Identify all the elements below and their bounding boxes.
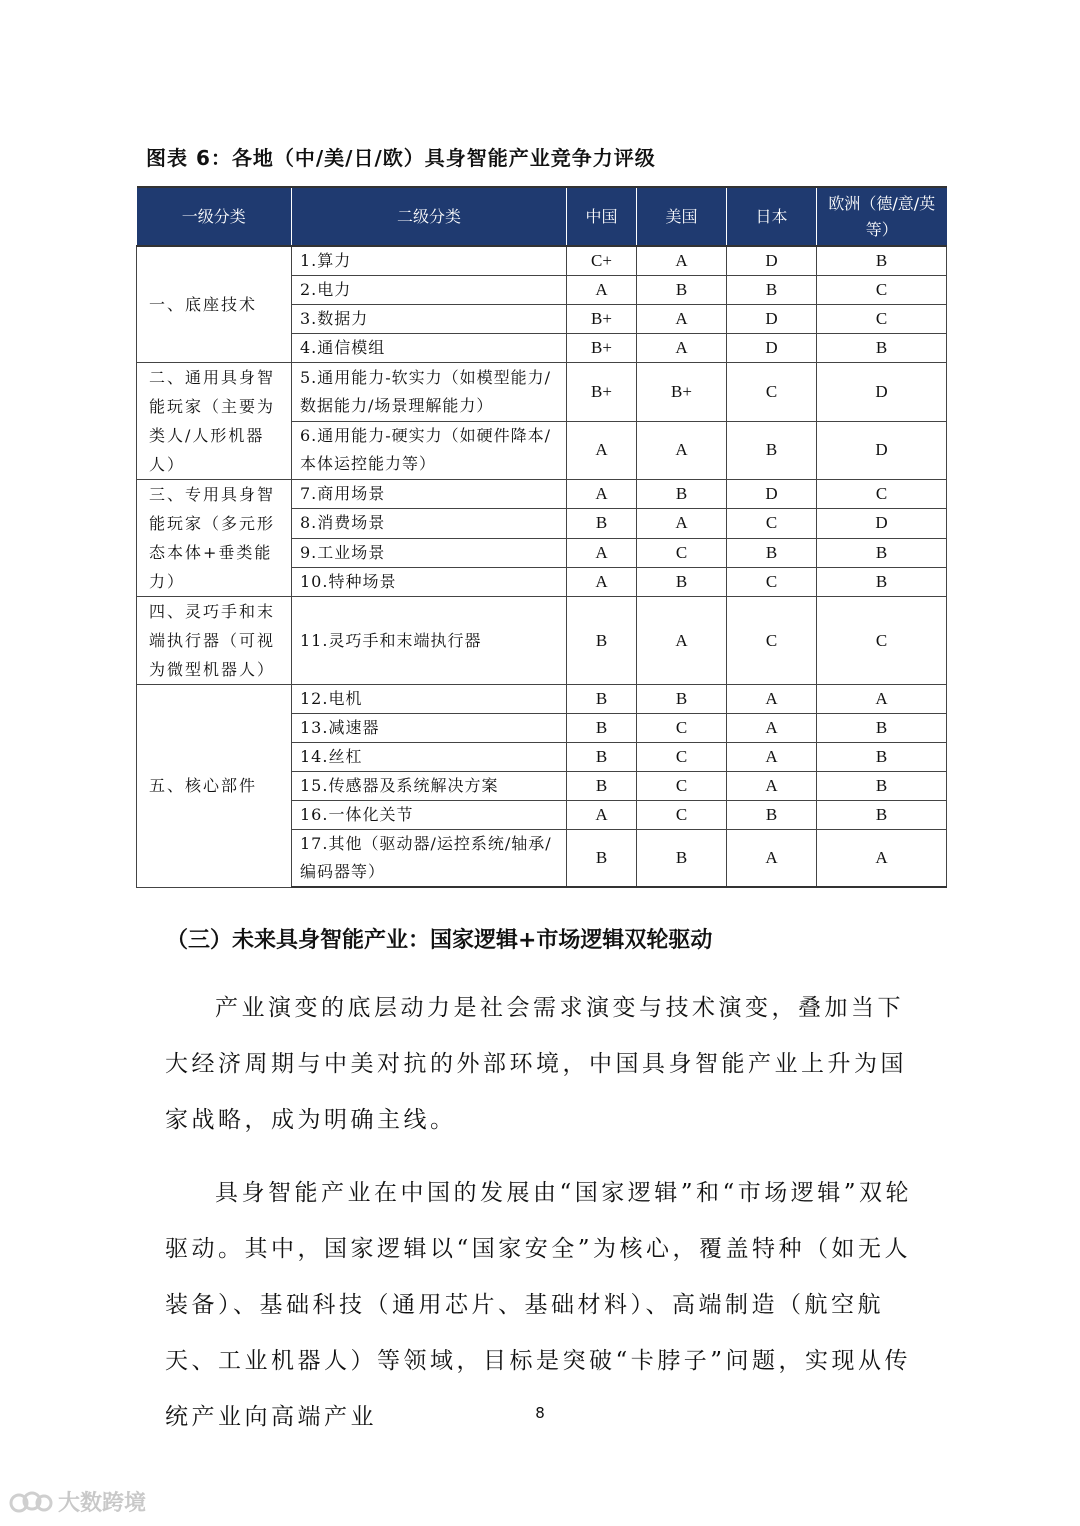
watermark-logo-icon — [8, 1488, 54, 1516]
level2-category: 7.商用场景 — [292, 480, 567, 509]
level1-category: 二、通用具身智能玩家（主要为类人/人形机器人） — [137, 363, 292, 480]
rating-cn: B+ — [567, 334, 637, 363]
rating-eu: B — [817, 538, 947, 567]
level2-category: 12.电机 — [292, 685, 567, 714]
rating-eu: C — [817, 480, 947, 509]
level2-category: 5.通用能力-软实力（如模型能力/数据能力/场景理解能力） — [292, 363, 567, 422]
rating-jp: B — [727, 538, 817, 567]
level2-category: 11.灵巧手和末端执行器 — [292, 597, 567, 685]
rating-jp: A — [727, 830, 817, 888]
rating-jp: B — [727, 421, 817, 480]
rating-us: B — [637, 567, 727, 596]
rating-us: C — [637, 772, 727, 801]
rating-us: B+ — [637, 363, 727, 422]
rating-us: A — [637, 509, 727, 538]
rating-jp: C — [727, 509, 817, 538]
watermark — [8, 1486, 146, 1517]
level2-category: 4.通信模组 — [292, 334, 567, 363]
rating-jp: A — [727, 743, 817, 772]
level2-category: 1.算力 — [292, 246, 567, 276]
rating-us: A — [637, 421, 727, 480]
rating-eu: B — [817, 743, 947, 772]
rating-eu: A — [817, 830, 947, 888]
section-title: （三）未来具身智能产业：国家逻辑+市场逻辑双轮驱动 — [166, 928, 713, 953]
rating-cn: B — [567, 714, 637, 743]
level2-category: 14.丝杠 — [292, 743, 567, 772]
rating-eu: A — [817, 685, 947, 714]
header-usa: 美国 — [637, 187, 727, 246]
paragraph-1-text: 产业演变的底层动力是社会需求演变与技术演变，叠加当下大经济周期与中美对抗的外部环境，中国具身智能产业上升为国家战略，成为明确主线。 — [165, 995, 907, 1133]
rating-cn: B — [567, 597, 637, 685]
rating-cn: A — [567, 480, 637, 509]
rating-jp: A — [727, 685, 817, 714]
header-china: 中国 — [567, 187, 637, 246]
competitiveness-table — [136, 186, 947, 888]
paragraph-1 — [165, 980, 920, 1148]
rating-eu: D — [817, 421, 947, 480]
header-level2: 二级分类 — [292, 187, 567, 246]
paragraph-2 — [165, 1165, 920, 1445]
rating-eu: D — [817, 509, 947, 538]
rating-eu: B — [817, 567, 947, 596]
watermark-text: 大数跨境 — [58, 1491, 147, 1516]
rating-cn: B+ — [567, 363, 637, 422]
rating-cn: C+ — [567, 246, 637, 276]
rating-cn: A — [567, 276, 637, 305]
level2-category: 16.一体化关节 — [292, 801, 567, 830]
rating-us: B — [637, 276, 727, 305]
table-row — [137, 246, 947, 276]
rating-cn: A — [567, 421, 637, 480]
rating-cn: B — [567, 772, 637, 801]
rating-cn: B — [567, 685, 637, 714]
rating-jp: B — [727, 801, 817, 830]
rating-us: C — [637, 714, 727, 743]
rating-cn: A — [567, 567, 637, 596]
paragraph-2-text: 具身智能产业在中国的发展由“国家逻辑”和“市场逻辑”双轮驱动。其中，国家逻辑以“国家安全”为核心，覆盖特种（如无人装备）、基础科技（通用芯片、基础材料）、高端制造（航空航天、工业机器人）等领域，目标是突破“卡脖子”问题，实现从传统产业向高端产业 — [165, 1180, 913, 1430]
rating-eu: B — [817, 246, 947, 276]
figure-caption: 图表 6：各地（中/美/日/欧）具身智能产业竞争力评级 — [146, 146, 656, 170]
level1-category: 三、专用具身智能玩家（多元形态本体+垂类能力） — [137, 480, 292, 597]
rating-us: A — [637, 305, 727, 334]
rating-eu: C — [817, 597, 947, 685]
rating-us: B — [637, 480, 727, 509]
header-level1: 一级分类 — [137, 187, 292, 246]
rating-cn: B+ — [567, 305, 637, 334]
rating-cn: B — [567, 509, 637, 538]
level2-category: 10.特种场景 — [292, 567, 567, 596]
rating-eu: C — [817, 276, 947, 305]
level1-category: 四、灵巧手和末端执行器（可视为微型机器人） — [137, 597, 292, 685]
table-row — [137, 363, 947, 422]
rating-cn: B — [567, 830, 637, 888]
rating-eu: B — [817, 714, 947, 743]
page-number: 8 — [535, 1404, 545, 1422]
table-row — [137, 685, 947, 714]
rating-jp: A — [727, 772, 817, 801]
level1-category: 一、底座技术 — [137, 246, 292, 363]
table-header-row — [137, 187, 947, 246]
rating-jp: C — [727, 597, 817, 685]
rating-jp: C — [727, 363, 817, 422]
level2-category: 6.通用能力-硬实力（如硬件降本/本体运控能力等） — [292, 421, 567, 480]
rating-us: A — [637, 334, 727, 363]
level2-category: 17.其他（驱动器/运控系统/轴承/编码器等） — [292, 830, 567, 888]
rating-eu: B — [817, 334, 947, 363]
header-japan: 日本 — [727, 187, 817, 246]
table-body — [137, 246, 947, 887]
rating-jp: D — [727, 246, 817, 276]
level2-category: 15.传感器及系统解决方案 — [292, 772, 567, 801]
rating-eu: C — [817, 305, 947, 334]
rating-us: A — [637, 246, 727, 276]
rating-eu: B — [817, 772, 947, 801]
rating-us: A — [637, 597, 727, 685]
level2-category: 9.工业场景 — [292, 538, 567, 567]
rating-us: C — [637, 801, 727, 830]
rating-us: B — [637, 685, 727, 714]
rating-cn: A — [567, 801, 637, 830]
rating-us: B — [637, 830, 727, 888]
rating-eu: D — [817, 363, 947, 422]
rating-jp: D — [727, 305, 817, 334]
rating-jp: D — [727, 334, 817, 363]
rating-us: C — [637, 743, 727, 772]
header-europe: 欧洲（德/意/英等） — [817, 187, 947, 246]
level2-category: 2.电力 — [292, 276, 567, 305]
rating-cn: A — [567, 538, 637, 567]
level2-category: 3.数据力 — [292, 305, 567, 334]
rating-eu: B — [817, 801, 947, 830]
rating-jp: B — [727, 276, 817, 305]
level1-category: 五、核心部件 — [137, 685, 292, 888]
rating-jp: C — [727, 567, 817, 596]
rating-jp: D — [727, 480, 817, 509]
rating-us: C — [637, 538, 727, 567]
table-row — [137, 480, 947, 509]
table-row — [137, 597, 947, 685]
level2-category: 8.消费场景 — [292, 509, 567, 538]
level2-category: 13.减速器 — [292, 714, 567, 743]
rating-jp: A — [727, 714, 817, 743]
rating-cn: B — [567, 743, 637, 772]
